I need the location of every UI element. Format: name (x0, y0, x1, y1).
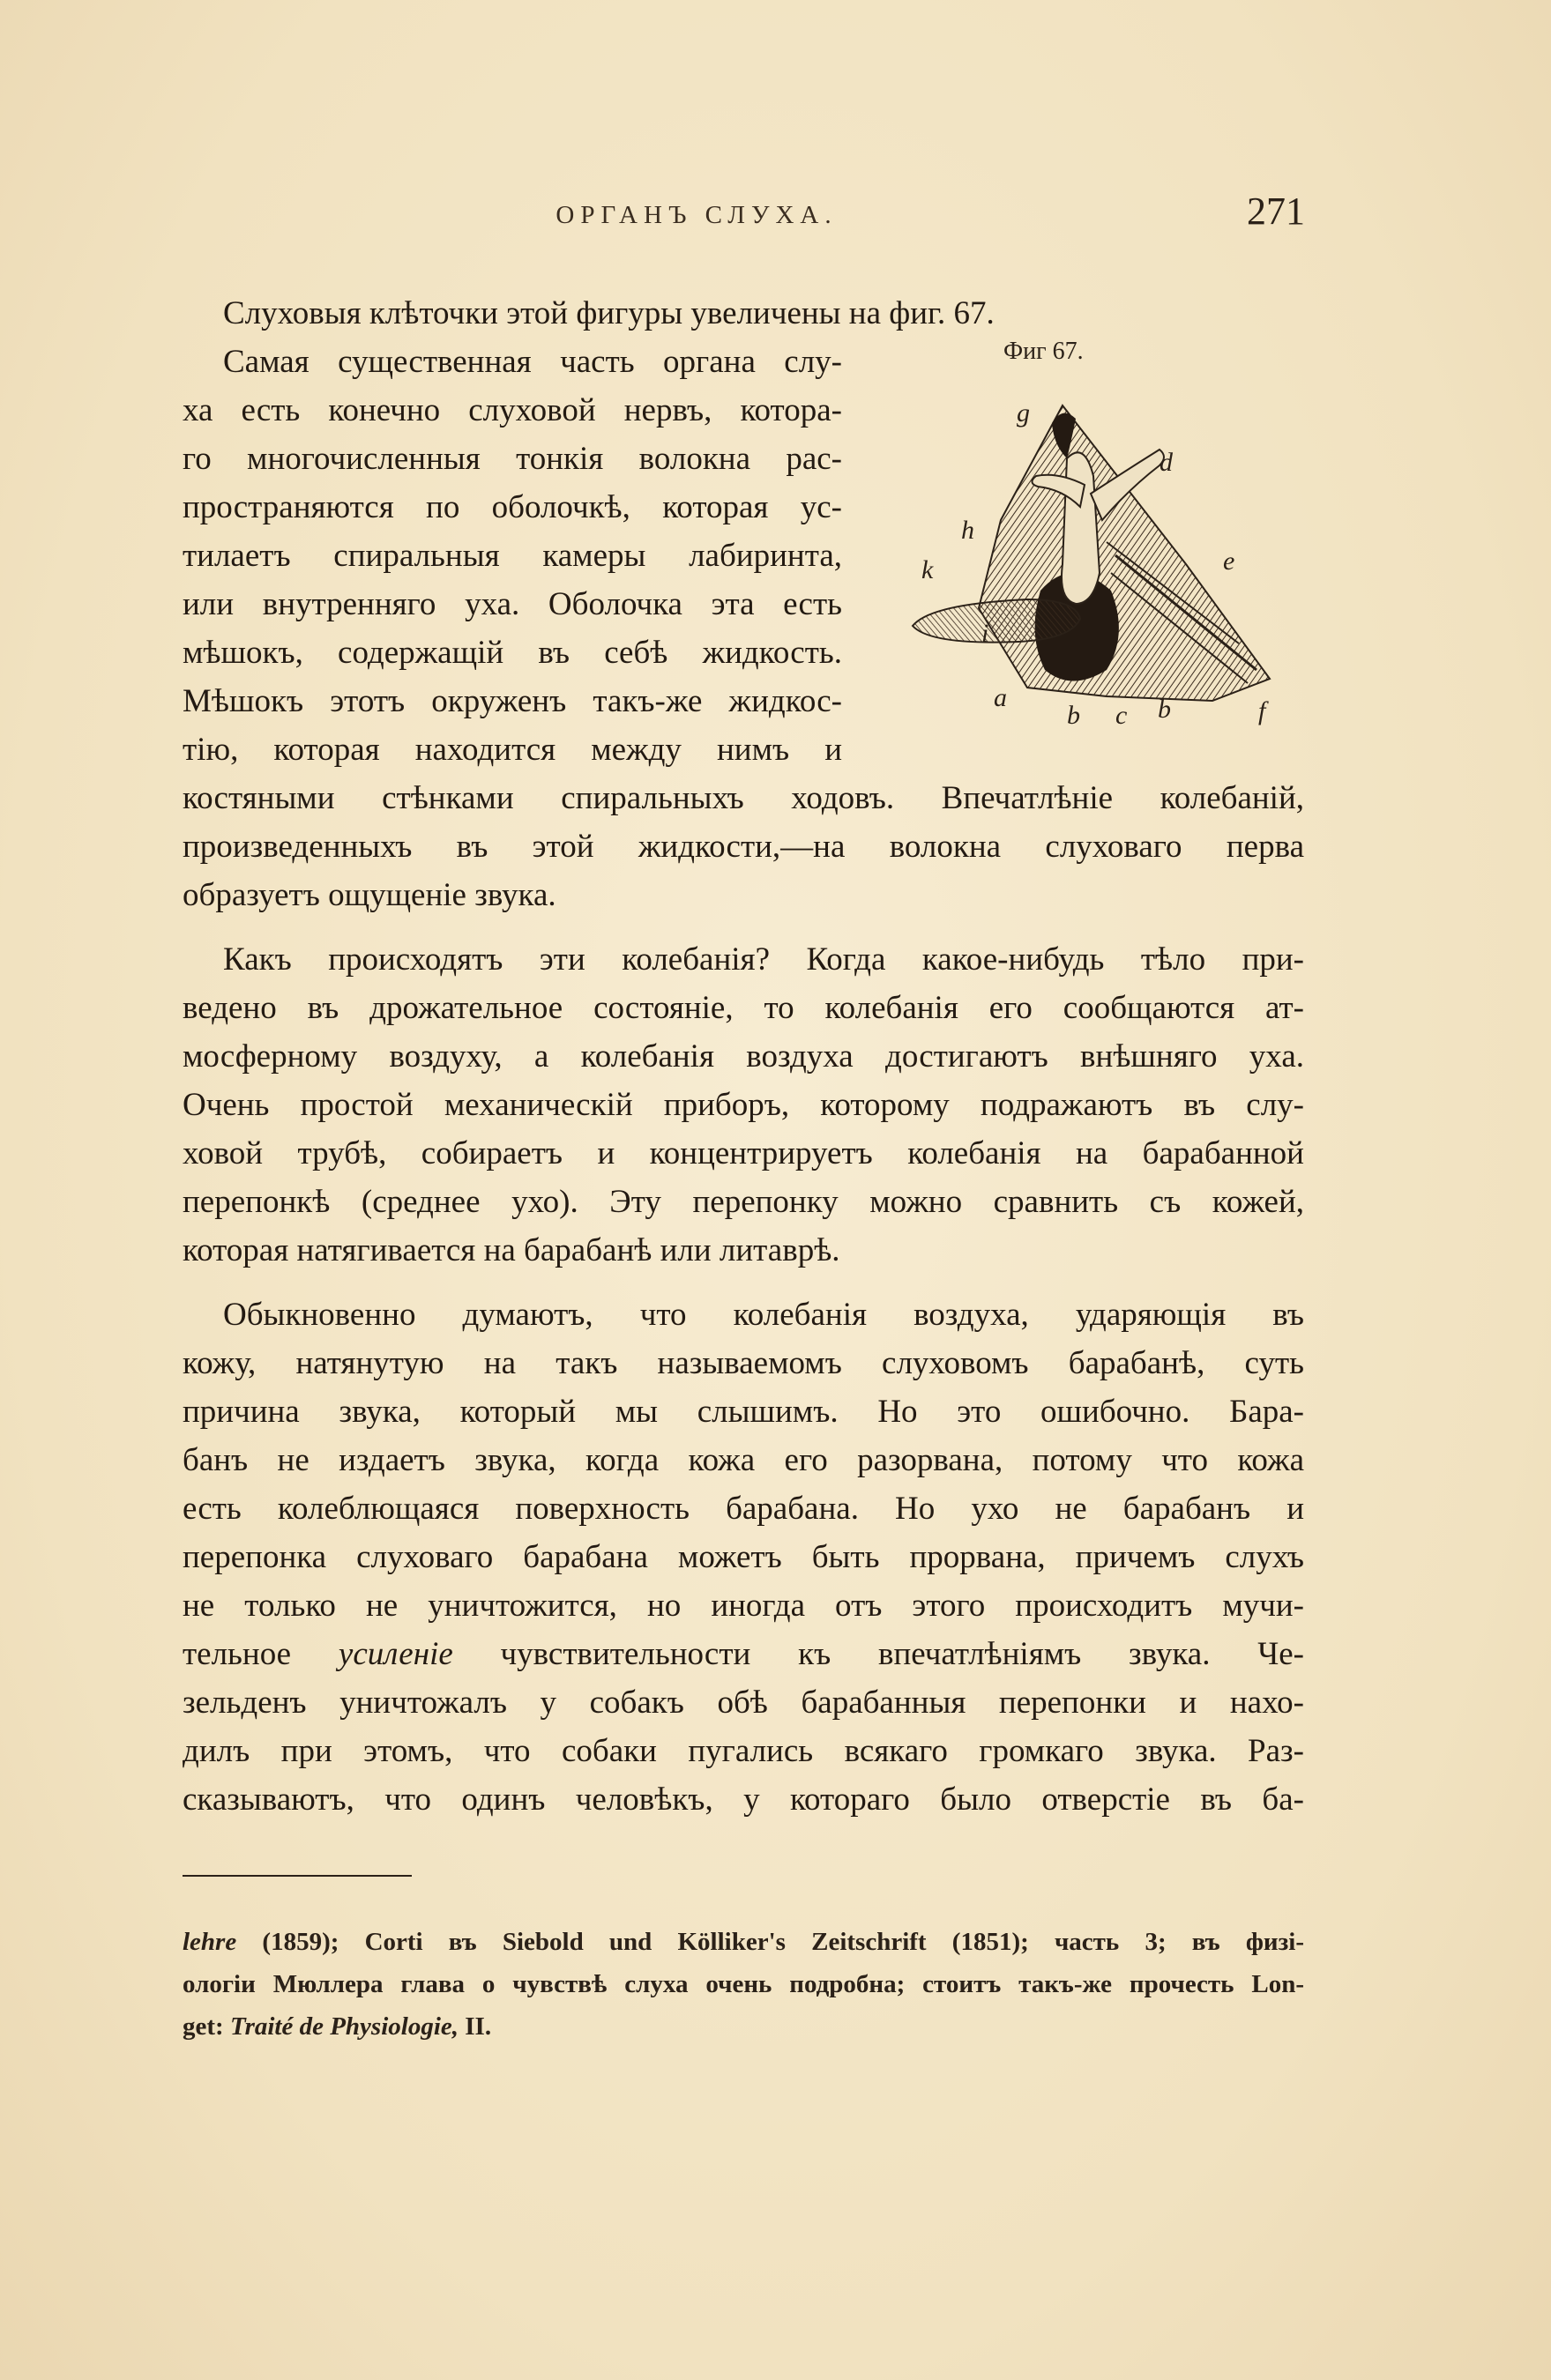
figure-label-c: c (1115, 701, 1128, 730)
text-line: мѣшокъ, содержащій въ себѣ жидкость. (183, 635, 842, 671)
footnote-italic: lehre (183, 1928, 237, 1956)
figure-label-a: a (994, 683, 1007, 712)
text-line: сказываютъ, что одинъ человѣкъ, у котораго было отверстіе въ ба- (183, 1781, 1304, 1818)
emphasis-word: усиленіе (338, 1636, 453, 1672)
text-span: чувствительности къ впечатлѣніямъ звука. Че- (452, 1636, 1305, 1672)
text-line: которая натягивается на барабанѣ или литаврѣ. (183, 1232, 840, 1268)
figure-label-g: g (1017, 398, 1030, 428)
text-line: тилаетъ спиральныя камеры лабиринта, (183, 538, 842, 574)
footnote-text: (1859); Corti въ Siebold und Kölliker's Zeitschrift (1851); часть 3; въ физі- (236, 1928, 1304, 1956)
footnote-line (183, 2006, 1304, 2047)
figure-label-e: e (1223, 547, 1235, 576)
text-line: Очень простой механическій приборъ, которому подражаютъ въ слу- (183, 1087, 1304, 1123)
cochlea-illustration (895, 388, 1301, 749)
text-line: Какъ происходятъ эти колебанія? Когда какое-нибудь тѣло при- (223, 941, 1304, 978)
figure-label-b: b (1158, 695, 1171, 724)
text-line: мосферному воздуху, а колебанія воздуха достигаютъ внѣшняго уха. (183, 1038, 1304, 1075)
text-line: тію, которая находится между нимъ и (183, 732, 842, 768)
text-line: ховой трубѣ, собираетъ и концентрируетъ колебанія на барабанной (183, 1135, 1304, 1171)
text-line: причина звука, который мы слышимъ. Но это ошибочно. Бара- (183, 1394, 1304, 1430)
text-span: тельное (183, 1636, 339, 1672)
figure-label-i: i (981, 619, 989, 648)
text-line: перепонка слуховаго барабана можетъ быть прорвана, причемъ слухъ (183, 1539, 1304, 1575)
page-number: 271 (1247, 190, 1305, 233)
figure-label-d: d (1160, 448, 1173, 477)
figure-label-b: b (1067, 701, 1080, 730)
running-header: ОРГАНЪ СЛУХА. (556, 201, 838, 229)
footnote-italic: Traité de Physiologie, (229, 2012, 459, 2041)
text-line: банъ не издаетъ звука, когда кожа его разорвана, потому что кожа (183, 1442, 1304, 1478)
figure-label-k: k (921, 555, 934, 584)
text-line: костяными стѣнками спиральныхъ ходовъ. Впечатлѣніе колебаній, (183, 780, 1304, 816)
text-line: ведено въ дрожательное состояніе, то колебанія его сообщаются ат- (183, 990, 1304, 1026)
text-line: ха есть конечно слуховой нервъ, котора- (183, 392, 842, 428)
footnote-rule (183, 1875, 412, 1877)
text-line: Мѣшокъ этотъ окруженъ такъ-же жидкос- (183, 683, 842, 719)
figure-caption: Фиг 67. (1003, 338, 1084, 365)
text-line: есть колеблющаяся поверхность барабана. Но ухо не барабанъ и (183, 1491, 1304, 1527)
footnote-text: get: (183, 2012, 230, 2041)
text-line: перепонкѣ (среднее ухо). Эту перепонку можно сравнить съ кожей, (183, 1184, 1304, 1220)
figure-label-f: f (1258, 696, 1266, 725)
text-line: кожу, натянутую на такъ называемомъ слуховомъ барабанѣ, суть (183, 1345, 1304, 1381)
text-line: образуетъ ощущеніе звука. (183, 877, 556, 913)
text-line: Обыкновенно думаютъ, что колебанія воздуха, ударяющія въ (223, 1297, 1304, 1333)
text-line: пространяются по оболочкѣ, которая ус- (183, 489, 842, 525)
text-line: Самая существенная часть органа слу- (223, 344, 842, 380)
text-line (183, 1632, 1304, 1677)
text-line: не только не уничтожится, но иногда отъ этого происходитъ мучи- (183, 1588, 1304, 1624)
text-line: зельденъ уничтожалъ у собакъ обѣ барабанныя перепонки и нахо- (183, 1685, 1304, 1721)
footnote-line: ологіи Мюллера глава о чувствѣ слуха очень подробна; стоитъ такъ-же прочесть Lon- (183, 1970, 1304, 1998)
text-line: дилъ при этомъ, что собаки пугались всякаго громкаго звука. Раз- (183, 1733, 1304, 1769)
text-line: произведенныхъ въ этой жидкости,—на волокна слуховаго перва (183, 829, 1304, 865)
figure-label-h: h (961, 516, 974, 545)
footnote-line (183, 1922, 1304, 1962)
text-line: го многочисленныя тонкія волокна рас- (183, 441, 842, 477)
text-line: Слуховыя клѣточки этой фигуры увеличены на фиг. 67. (223, 295, 995, 331)
text-line: или внутренняго уха. Оболочка эта есть (183, 586, 842, 622)
footnote-text: II. (459, 2012, 492, 2041)
cochlea-figure (895, 388, 1301, 749)
